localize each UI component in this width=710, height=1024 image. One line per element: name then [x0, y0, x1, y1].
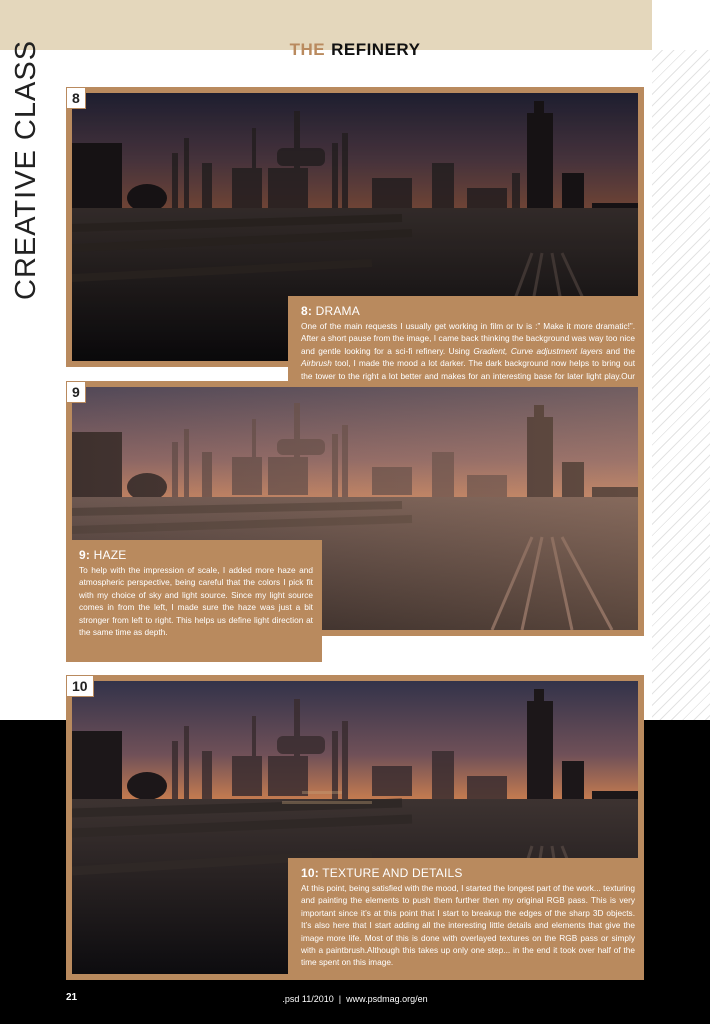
step-9-heading-title: HAZE	[93, 548, 127, 562]
step-9-number: 9	[66, 381, 86, 403]
step-10-caption	[288, 858, 644, 980]
step-9-heading	[79, 548, 313, 562]
footer-issue: .psd 11/2010	[282, 994, 334, 1004]
step-8-body: One of the main requests I usually get working in film or tv is :” Make it more dramatic!”. After a short pause from the image, I came back thinking the background was way too nice and gentle looking for a sci-fi refinery. Using Gradient, Curve adjustment layers and the Airbrush tool, I made the mood a lot darker. The dark background now helps to bring out the tower to the right a lot better and makes for an interesting base for later light play.Our	[301, 321, 635, 381]
page-title	[0, 40, 710, 60]
step-10-heading-title: TEXTURE AND DETAILS	[322, 866, 463, 880]
title-the: THE	[289, 40, 326, 59]
step-10-number: 10	[66, 675, 94, 697]
step-10-heading-number: 10:	[301, 866, 319, 880]
footer-credits	[0, 994, 710, 1004]
footer-separator: |	[338, 994, 342, 1004]
step-9-body: To help with the impression of scale, I added more haze and atmospheric perspective, being careful that the colors I pick fit with my choice of sky and light source. Since my light source comes in from the left, I made sure the haze was just a bit stronger from left to right. This helps us define light direction at the same time as depth.	[79, 565, 313, 638]
section-label: CREATIVE CLASS	[10, 39, 42, 300]
step-8-heading	[301, 304, 635, 318]
step-8-number: 8	[66, 87, 86, 109]
title-refinery: REFINERY	[331, 40, 421, 59]
step-8-heading-number: 8:	[301, 304, 313, 318]
step-10-heading	[301, 866, 635, 880]
step-8-heading-title: DRAMA	[315, 304, 360, 318]
step-10-body: At this point, being satisfied with the mood, I started the longest part of the work... texturing and painting the elements to push them further then my original RGB pass. This is very important since it’s at this point that I start to breakup the edges of the sharp 3D objects. It’s also here that I start adding all the interesting little details and elements that give the image more life. Most of this is done with overlayed textures on the RGB pass or simply with a paintbrush.Although this takes up only one step... in the end it took over half of the time spent on this image.	[301, 883, 635, 968]
decorative-stripes	[652, 50, 710, 770]
step-9-caption	[66, 540, 322, 662]
step-9-heading-number: 9:	[79, 548, 91, 562]
page-number: 21	[66, 992, 78, 1003]
footer-url[interactable]: www.psdmag.org/en	[346, 994, 428, 1004]
